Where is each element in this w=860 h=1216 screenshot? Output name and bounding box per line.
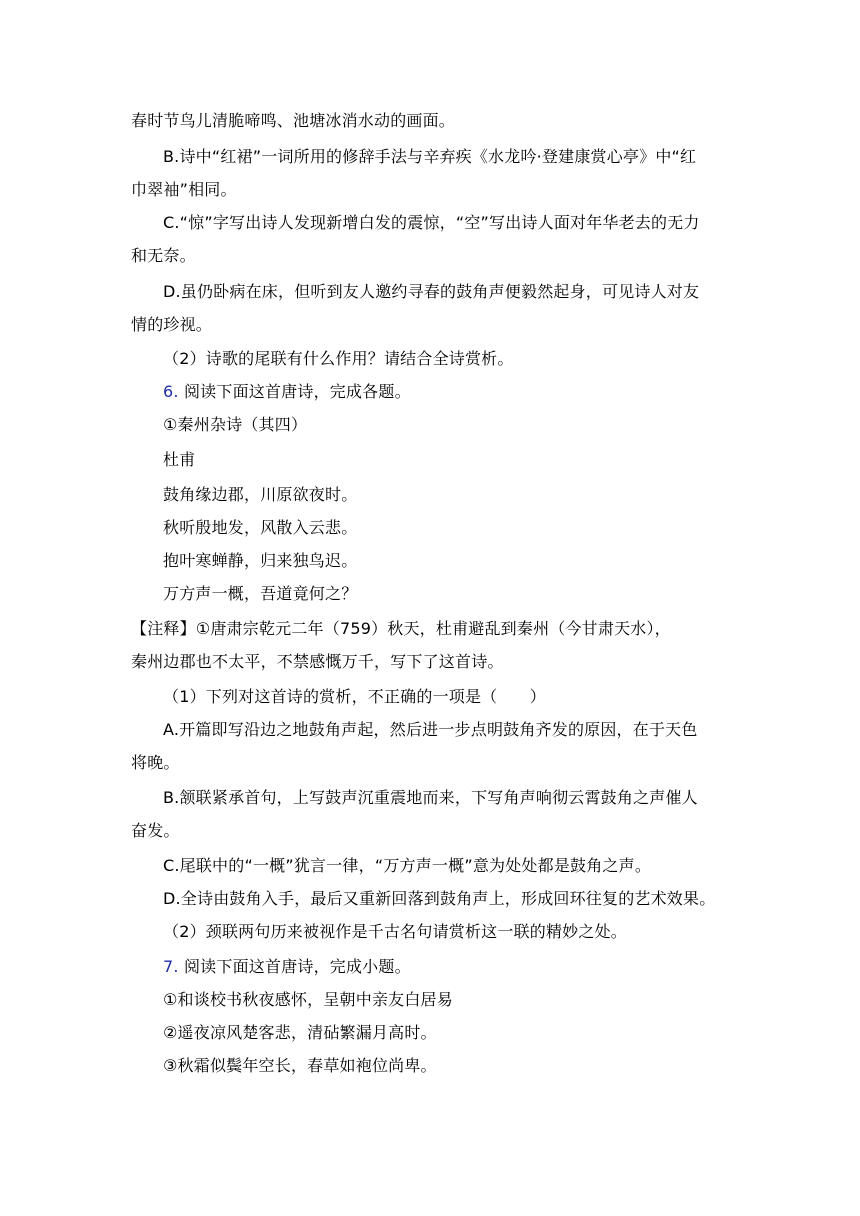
option-a-line: A.开篇即写沿边之地鼓角声起，然后进一步点明鼓角齐发的原因，在于天色 bbox=[163, 720, 698, 739]
poem-line: 万方声一概，吾道竟何之？ bbox=[163, 584, 358, 603]
poem-author: 杜甫 bbox=[163, 450, 196, 469]
option-d-line: D.虽仍卧病在床，但听到友人邀约寻春的鼓角声便毅然起身，可见诗人对友 bbox=[163, 282, 700, 301]
text-line: 奋发。 bbox=[131, 821, 180, 840]
option-b-line: B.诗中“红裙”一词所用的修辞手法与辛弃疾《水龙吟·登建康赏心亭》中“红 bbox=[163, 147, 697, 166]
sub-question: （2）诗歌的尾联有什么作用？请结合全诗赏析。 bbox=[163, 349, 514, 368]
poem-line: 抱叶寒蝉静，归来独鸟迟。 bbox=[163, 551, 358, 570]
option-b-line: B.颔联紧承首句，上写鼓声沉重震地而来，下写角声响彻云霄鼓角之声催人 bbox=[163, 788, 698, 807]
sub-question: （2）颈联两句历来被视作是千古名句请赏析这一联的精妙之处。 bbox=[163, 922, 627, 941]
text-line: 秦州边郡也不太平，不禁感慨万千，写下了这首诗。 bbox=[131, 652, 504, 671]
poem-line: ③秋霜似鬓年空长，春草如袍位尚卑。 bbox=[163, 1056, 437, 1075]
poem-title: ①和谈校书秋夜感怀，呈朝中亲友白居易 bbox=[163, 990, 453, 1009]
option-c-line: C.“惊”字写出诗人发现新增白发的震惊，“空”写出诗人面对年华老去的无力 bbox=[163, 213, 700, 232]
text-line: 巾翠袖”相同。 bbox=[131, 180, 237, 199]
poem-title: ①秦州杂诗（其四） bbox=[163, 415, 308, 434]
text-line: 春时节鸟儿清脆啼鸣、池塘冰消水动的画面。 bbox=[131, 111, 456, 130]
poem-line: 鼓角缘边郡，川原欲夜时。 bbox=[163, 485, 358, 504]
text-line: 和无奈。 bbox=[131, 246, 196, 265]
option-d-line: D.全诗由鼓角入手，最后又重新回落到鼓角声上，形成回环往复的艺术效果。 bbox=[163, 889, 716, 908]
question-number: 6. bbox=[163, 382, 179, 401]
poem-line: 秋听殷地发，风散入云悲。 bbox=[163, 518, 358, 537]
option-c-line: C.尾联中的“一概”犹言一律，“万方声一概”意为处处都是鼓角之声。 bbox=[163, 856, 652, 875]
sub-question: （1）下列对这首诗的赏析，不正确的一项是（ ） bbox=[163, 687, 546, 706]
annotation: 【注释】①唐肃宗乾元二年（759）秋天，杜甫避乱到秦州（今甘肃天水）， bbox=[131, 619, 671, 638]
question-prompt: 阅读下面这首唐诗，完成小题。 bbox=[183, 957, 411, 976]
text-line: 将晚。 bbox=[131, 753, 180, 772]
question-7-heading bbox=[163, 956, 411, 978]
poem-line: ②遥夜凉风楚客悲，清砧繁漏月高时。 bbox=[163, 1023, 437, 1042]
question-number: 7. bbox=[163, 957, 179, 976]
question-6-heading bbox=[163, 381, 411, 403]
text-line: 情的珍视。 bbox=[131, 315, 213, 334]
question-prompt: 阅读下面这首唐诗，完成各题。 bbox=[183, 382, 411, 401]
